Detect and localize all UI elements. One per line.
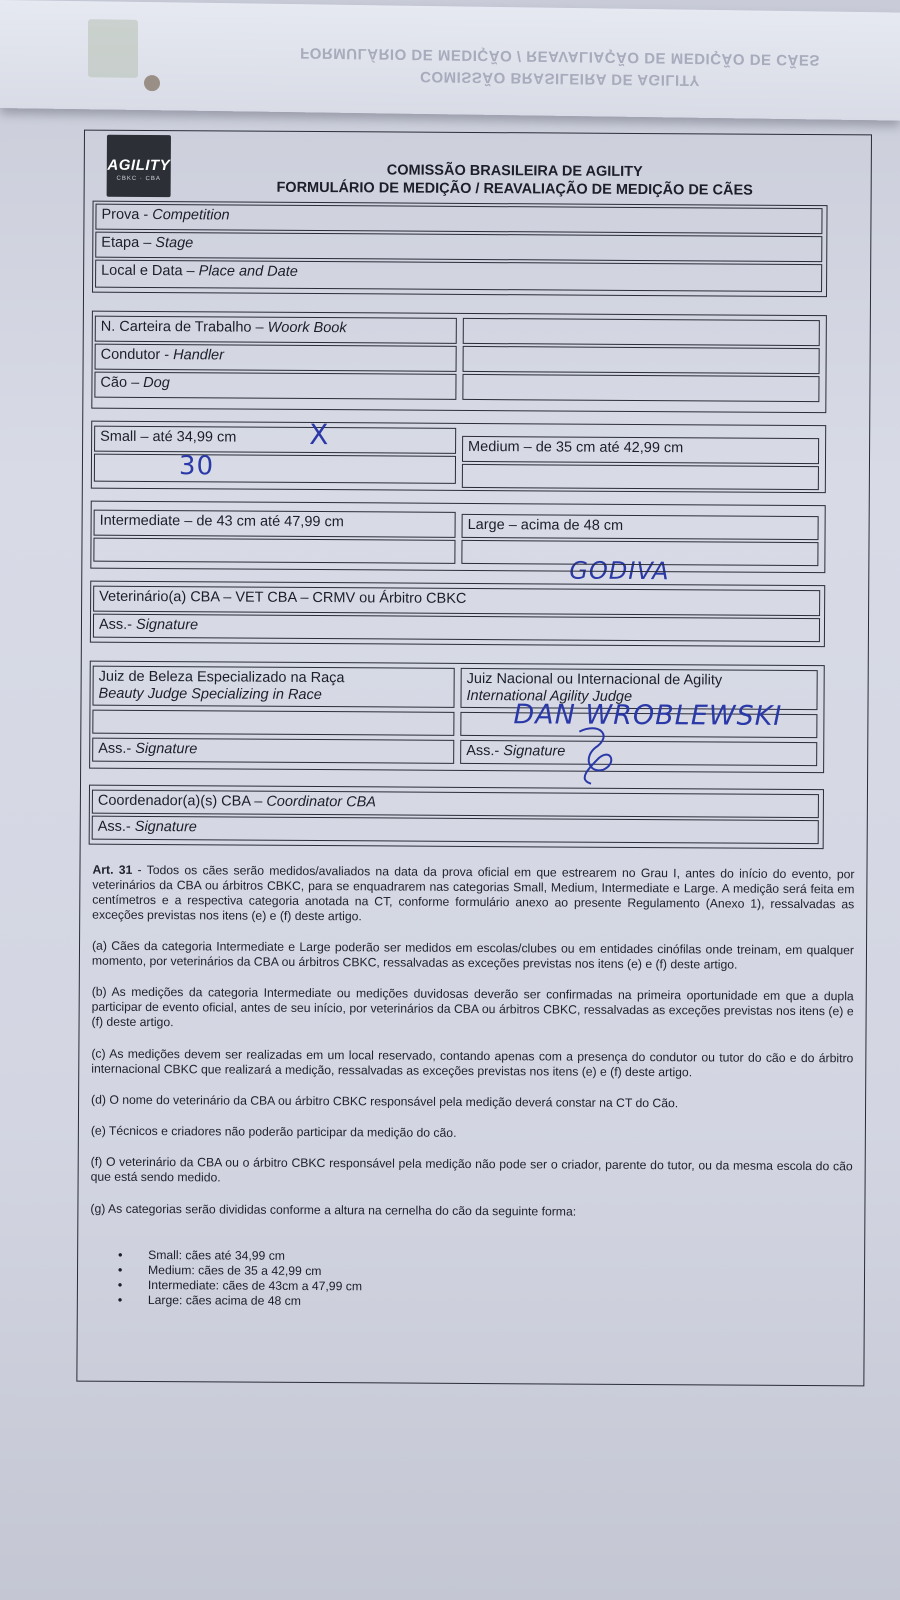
item-c: (c) As medições devem ser realizadas em um local reservado, contando apenas com a presença do condutor ou tutor do cão e do árbitro internacional CBKC que realizará a medição, ressalvadas as exceções previstas nos itens (e) e (f) deste artigo. bbox=[91, 1046, 854, 1080]
category-list-item: • Large: cães acima de 48 cm bbox=[118, 1293, 618, 1311]
medium-category-label: Medium – de 35 cm até 42,99 cm bbox=[462, 436, 819, 464]
item-g: (g) As categorias serão divididas conforme a altura na cernelha do cão da seguinte forma: bbox=[90, 1201, 577, 1219]
agility-judge-signature-field[interactable] bbox=[460, 740, 817, 766]
intermediate-category-label: Intermediate – de 43 cm até 47,99 cm bbox=[94, 510, 456, 538]
agility-judge-name-handwritten: DAN WROBLEWSKI bbox=[513, 699, 783, 732]
ghost-punch-hole bbox=[144, 75, 160, 91]
dog-name-handwritten: GODIVA bbox=[569, 556, 670, 586]
coordinator-signature-field[interactable] bbox=[92, 816, 819, 844]
form-border bbox=[76, 130, 872, 1387]
coordinator-label: Coordenador(a)(s) CBA – bbox=[97, 792, 267, 810]
handler-label-en: Handler bbox=[173, 347, 225, 364]
ghost-title-line2: COMISSÃO BRASILEIRA DE AGILITY bbox=[420, 67, 700, 89]
place-date-label: Local e Data – bbox=[101, 262, 199, 280]
large-height-value[interactable] bbox=[461, 540, 818, 566]
work-book-value[interactable] bbox=[463, 318, 820, 346]
medium-height-value[interactable] bbox=[462, 464, 819, 490]
item-b: (b) As medições da categoria Intermediate ou medições duvidosas deverão ser confirmadas na primeira oportunidade em que a dupla participar de evento oficial, antes de seu início, por veterinários da CBA ou árbitros CBKC, ressalvadas as exceções previstas nos itens (e) e (f) deste artigo. bbox=[91, 984, 854, 1030]
work-book-label-en: Woork Book bbox=[267, 319, 347, 337]
beauty-judge-label-cell bbox=[92, 666, 454, 708]
event-group bbox=[92, 201, 828, 297]
coordinator-signature-label: Ass.- bbox=[97, 818, 135, 835]
beauty-judge-name-value[interactable] bbox=[92, 710, 454, 736]
item-d: (d) O nome do veterinário da CBA ou árbitro CBKC responsável pela medição deverá constar na CT do Cão. bbox=[91, 1092, 679, 1111]
beauty-judge-signature-field[interactable] bbox=[92, 738, 454, 764]
dog-value-cell[interactable] bbox=[462, 374, 819, 402]
place-date-label-en: Place and Date bbox=[198, 263, 298, 280]
beauty-judge-signature-label-en: Signature bbox=[135, 740, 198, 758]
handler-value[interactable] bbox=[463, 346, 820, 374]
small-height-handwritten: 30 bbox=[178, 451, 215, 482]
coordinator-signature-label-en: Signature bbox=[134, 818, 197, 836]
beauty-judge-label: Juiz de Beleza Especializado na Raça bbox=[98, 668, 345, 687]
agility-judge-signature-label: Ass.- bbox=[466, 742, 504, 760]
work-book-label-cell bbox=[95, 316, 457, 344]
logo-subtext: CBKC · CBA bbox=[116, 175, 161, 183]
beauty-judge-signature-label: Ass.- bbox=[98, 740, 136, 757]
category-list bbox=[118, 1248, 618, 1311]
form-title: FORMULÁRIO DE MEDIÇÃO / REAVALIAÇÃO DE MEDIÇÃO DE CÃES bbox=[276, 179, 753, 199]
large-category-label: Large – acima de 48 cm bbox=[462, 514, 819, 540]
place-date-field[interactable] bbox=[95, 260, 822, 292]
vet-group bbox=[90, 581, 825, 647]
background-sheet bbox=[0, 0, 900, 121]
ghost-logo bbox=[88, 19, 138, 78]
coordinator-group bbox=[89, 785, 824, 849]
coordinator-label-en: Coordinator CBA bbox=[266, 793, 376, 811]
form-title-org: COMISSÃO BRASILEIRA DE AGILITY bbox=[386, 162, 643, 181]
vet-label: Veterinário(a) CBA – VET CBA – CRMV ou Árbitro CBKC bbox=[93, 586, 820, 616]
dog-label-cell bbox=[94, 372, 456, 400]
article-31-text: - Todos os cães serão medidos/avaliados na data da prova oficial em que estrearem no Grau I, antes do início do evento, por veterinários da CBA ou árbitros CBKC, para se enquadrarem nas categorias Small, Medium, Intermediate e Large. A medição será feita em centímetros e a respectiva categoria anotada na CT, conforme formulário anexo ao presente Regulamento (Anexo 1), ressalvadas as exceções previstas nos itens (e) e (f) deste artigo. bbox=[92, 862, 855, 924]
intermediate-large-group bbox=[90, 501, 825, 573]
beauty-judge-label-en: Beauty Judge Specializing in Race bbox=[98, 685, 322, 703]
vet-signature-field[interactable] bbox=[93, 614, 820, 642]
handler-label: Condutor - bbox=[100, 346, 174, 364]
dog-label: Cão – bbox=[100, 374, 144, 391]
handler-label-cell bbox=[95, 344, 457, 372]
small-category-mark: X bbox=[309, 417, 330, 452]
logo-text: AGILITY bbox=[107, 156, 171, 175]
competition-label: Prova - bbox=[101, 206, 153, 224]
item-a: (a) Cães da categoria Intermediate e Large poderão ser medidos em escolas/clubes ou em entidades cinófilas onde treinam, em qualquer momento, por veterinários da CBA ou árbitros CBKC, ressalvadas as exceções previstas nos itens (e) e (f) deste artigo. bbox=[91, 938, 855, 972]
agility-judge-label-en: International Agility Judge bbox=[466, 687, 633, 705]
category-list-item: • Medium: cães de 35 a 42,99 cm bbox=[118, 1263, 618, 1281]
category-list-item: • Small: cães até 34,99 cm bbox=[118, 1248, 618, 1266]
small-category-label: Small – até 34,99 cm bbox=[94, 426, 456, 454]
article-31-label: Art. 31 bbox=[92, 862, 133, 877]
competition-label-en: Competition bbox=[152, 207, 230, 224]
stage-label: Etapa – bbox=[101, 234, 156, 252]
agility-judge-label: Juiz Nacional ou Internacional de Agility bbox=[466, 670, 723, 689]
stage-field[interactable] bbox=[95, 232, 822, 262]
item-f: (f) O veterinário da CBA ou o árbitro CBKC responsável pela medição não pode ser o criador, parente do tutor, ou da mesma escola do cão que está sendo medido. bbox=[90, 1154, 853, 1185]
article-31-paragraph bbox=[92, 863, 854, 928]
competition-field[interactable] bbox=[95, 204, 822, 234]
agility-judge-signature-label-en: Signature bbox=[503, 743, 566, 760]
coordinator-label-cell bbox=[92, 790, 819, 818]
judge-signature-scribble bbox=[569, 718, 629, 790]
small-height-value-cell[interactable] bbox=[94, 454, 456, 484]
vet-signature-label: Ass.- bbox=[98, 616, 137, 633]
dog-label-en: Dog bbox=[143, 374, 170, 392]
vet-signature-label-en: Signature bbox=[135, 616, 199, 634]
measurement-form-page bbox=[76, 130, 872, 1387]
category-list-item: • Intermediate: cães de 43cm a 47,99 cm bbox=[118, 1278, 618, 1296]
stage-label-en: Stage bbox=[155, 235, 194, 252]
intermediate-height-value[interactable] bbox=[93, 538, 455, 564]
ghost-title-line1: FORMULÁRIO DE MEDIÇÃO / REAVALIAÇÃO DE MEDIÇÃO DE CÃES bbox=[300, 44, 820, 69]
item-e: (e) Técnicos e criadores não poderão participar da medição do cão. bbox=[90, 1123, 457, 1140]
work-book-label: N. Carteira de Trabalho – bbox=[100, 318, 268, 336]
